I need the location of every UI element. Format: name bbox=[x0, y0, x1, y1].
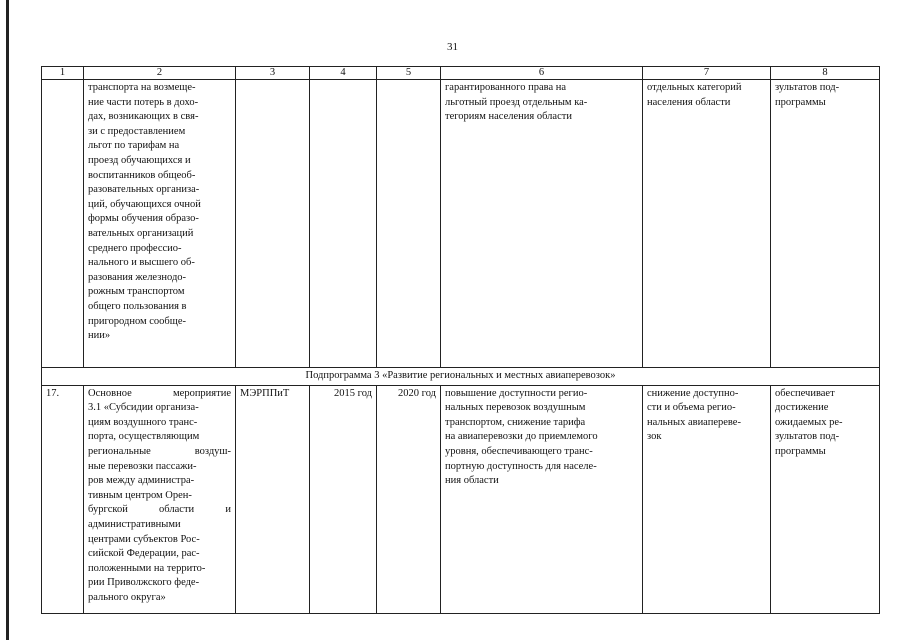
text-line: разования железнодо- bbox=[88, 271, 187, 283]
text-line: административными bbox=[88, 518, 181, 530]
text-line: нальных авиапереве- bbox=[647, 416, 741, 428]
text-line: центрами субъектов Рос- bbox=[88, 533, 200, 545]
cell-start-year: 2015 год bbox=[310, 385, 377, 613]
header-col-3: 3 bbox=[236, 67, 310, 80]
text-line: пригородном сообще- bbox=[88, 315, 187, 327]
text-line: циям воздушного транс- bbox=[88, 416, 198, 428]
cell-end-year: 2020 год bbox=[377, 385, 441, 613]
text-line: воспитанников общеоб- bbox=[88, 169, 196, 181]
cell-measure-name bbox=[84, 385, 236, 613]
text-line: достижение bbox=[775, 402, 829, 414]
text-line: нальных перевозок воздушным bbox=[445, 402, 586, 414]
text-line: зультатов под- bbox=[775, 82, 840, 93]
subprogram-title: Подпрограмма 3 «Развитие региональных и местных авиаперевозок» bbox=[42, 368, 880, 386]
text-line: ожидаемых ре- bbox=[775, 416, 843, 428]
header-col-5: 5 bbox=[377, 67, 441, 80]
subprogram-row bbox=[42, 368, 880, 386]
header-col-7: 7 bbox=[643, 67, 771, 80]
text-line: рии Приволжского феде- bbox=[88, 577, 200, 589]
text-line: зок bbox=[647, 431, 662, 443]
text-line: ние части потерь в дохо- bbox=[88, 96, 199, 108]
text-line: общего пользования в bbox=[88, 300, 187, 312]
cell-number: 17. bbox=[42, 385, 84, 613]
text-line: 3.1 «Субсидии организа- bbox=[88, 402, 199, 414]
text-line: проезд обучающихся и bbox=[88, 154, 191, 166]
text-line: сийской Федерации, рас- bbox=[88, 548, 200, 560]
text-line: ния области bbox=[445, 475, 499, 487]
text-line: повышение доступности регио- bbox=[445, 387, 588, 399]
text-line: среднего профессио- bbox=[88, 242, 182, 254]
header-col-2: 2 bbox=[84, 67, 236, 80]
table-row-17 bbox=[42, 385, 880, 613]
cell-executor bbox=[236, 80, 310, 368]
cell-expected-result bbox=[441, 385, 643, 613]
text-line: гарантированного права на bbox=[445, 82, 567, 93]
header-col-6: 6 bbox=[441, 67, 643, 80]
text-line: нии» bbox=[88, 330, 111, 342]
text-line: ций, обучающихся очной bbox=[88, 198, 201, 210]
header-row bbox=[42, 67, 880, 80]
text-line: отдельных категорий bbox=[647, 82, 742, 93]
text-line: порта, осуществляющим bbox=[88, 431, 200, 443]
text-line: сти и объема регио- bbox=[647, 402, 736, 414]
text-line: зультатов под- bbox=[775, 431, 840, 443]
text-line: программы bbox=[775, 96, 826, 108]
header-col-1: 1 bbox=[42, 67, 84, 80]
text-line: на авиаперевозки до приемлемого bbox=[445, 431, 598, 443]
text-line: Основное мероприятие bbox=[88, 387, 231, 399]
page-left-edge bbox=[6, 0, 9, 640]
text-line: транспорта на возмеще- bbox=[88, 82, 196, 93]
text-line: льгот по тарифам на bbox=[88, 140, 180, 152]
text-line: обеспечивает bbox=[775, 387, 835, 399]
text-line: разовательных организа- bbox=[88, 184, 200, 196]
cell-measure-name bbox=[84, 80, 236, 368]
measures-table bbox=[41, 66, 880, 614]
text-line: льготный проезд отдельным ка- bbox=[445, 96, 588, 108]
text-line: дах, возникающих в свя- bbox=[88, 111, 199, 123]
text-line: нального и высшего об- bbox=[88, 257, 195, 269]
text-line: положенными на террито- bbox=[88, 562, 206, 574]
text-line: портную доступность для населе- bbox=[445, 460, 597, 472]
table-row-continued bbox=[42, 80, 880, 368]
text-line: бургской области и bbox=[88, 504, 231, 516]
text-line: уровня, обеспечивающего транс- bbox=[445, 445, 593, 457]
text-line: рожным транспортом bbox=[88, 286, 185, 298]
text-line: региональные воздуш- bbox=[88, 445, 231, 457]
text-line: ные перевозки пассажи- bbox=[88, 460, 197, 472]
cell-consequences bbox=[643, 80, 771, 368]
text-line: вательных организаций bbox=[88, 227, 194, 239]
cell-executor: МЭРППиТ bbox=[236, 385, 310, 613]
header-col-4: 4 bbox=[310, 67, 377, 80]
cell-start-year bbox=[310, 80, 377, 368]
text-line: тегориям населения области bbox=[445, 111, 572, 123]
text-line: транспортом, снижение тарифа bbox=[445, 416, 586, 428]
cell-expected-result bbox=[441, 80, 643, 368]
cell-relation bbox=[771, 385, 880, 613]
text-line: программы bbox=[775, 445, 826, 457]
cell-relation bbox=[771, 80, 880, 368]
text-line: формы обучения образо- bbox=[88, 213, 199, 225]
header-col-8: 8 bbox=[771, 67, 880, 80]
text-line: снижение доступно- bbox=[647, 387, 739, 399]
text-line: рального округа» bbox=[88, 591, 166, 603]
text-line: населения области bbox=[647, 96, 731, 108]
text-line: тивным центром Орен- bbox=[88, 489, 192, 501]
cell-number bbox=[42, 80, 84, 368]
cell-end-year bbox=[377, 80, 441, 368]
text-line: ров между администра- bbox=[88, 475, 195, 487]
page-number: 31 bbox=[447, 41, 458, 53]
text-line: зи с предоставлением bbox=[88, 125, 186, 137]
cell-consequences bbox=[643, 385, 771, 613]
